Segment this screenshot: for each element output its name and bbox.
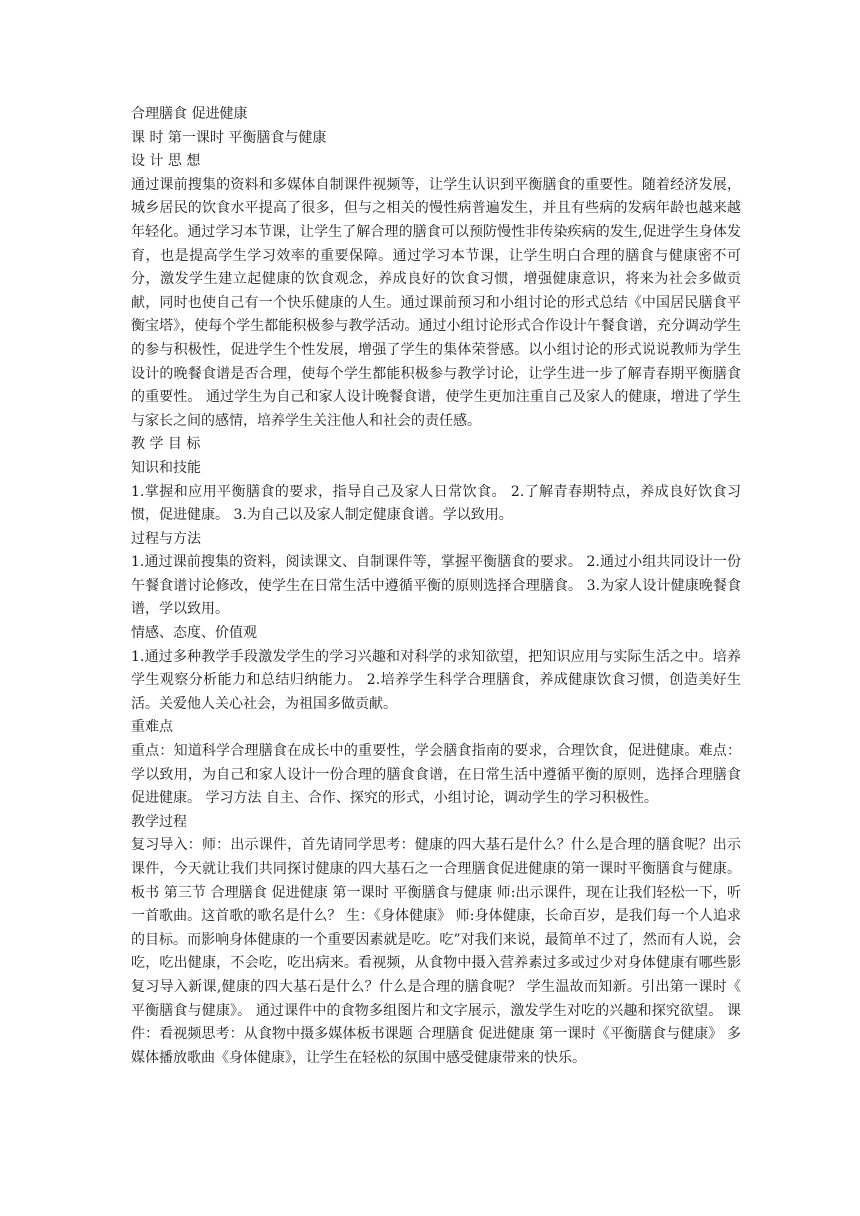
document-title: 合理膳食 促进健康 [131, 106, 248, 122]
goals-heading: 教 学 目 标 [131, 436, 201, 453]
knowledge-paragraph: 1.掌握和应用平衡膳食的要求，指导自己及家人日常饮食。 2.了解青春期特点，养成良好饮食习惯，促进健康。 3.为自己以及家人制定健康食谱。学以致用。 [131, 483, 741, 524]
design-heading: 设 计 思 想 [131, 153, 201, 170]
teaching-paragraph: 复习导入：师：出示课件，首先请同学思考：健康的四大基石是什么？什么是合理的膳食呢？出示课件，今天就让我们共同探讨健康的四大基石之一合理膳食促进健康的第一课时平衡膳食与健康。板书 第三节 合理膳食 促进健康 第一课时 平衡膳食与健康 师:出示课件，现在让我们轻松一下，听一首歌曲。这首歌的歌名是什么？ 生：《身体健康》 师:身体健康，长命百岁，是我们每一个人追求的目标。而影响身体健康的一个重要因素就是吃。吃”对我们来说，最简单不过了，然而有人说，会吃，吃出健康，不会吃，吃出病来。看视频，从食物中摄入营养素过多或过少对身体健康有哪些影复习导入新课,健康的四大基石是什么？什么是合理的膳食呢？ 学生温故而知新。引出第一课时《 平衡膳食与健康》。 通过课件中的食物多组图片和文字展示，激发学生对吃的兴趣和探究欲望。 课件：看视频思考：从食物中摄多媒体板书课题 合理膳食 促进健康 第一课时《平衡膳食与健康》 多媒体播放歌曲《身体健康》，让学生在轻松的氛围中感受健康带来的快乐。 [131, 837, 741, 1066]
design-paragraph: 通过课前搜集的资料和多媒体自制课件视频等，让学生认识到平衡膳食的重要性。随着经济发展，城乡居民的饮食水平提高了很多，但与之相关的慢性病普遍发生，并且有些病的发病年龄也越来越年轻化。通过学习本节课，让学生了解合理的膳食可以预防慢性非传染疾病的发生,促进学生身体发育，也是提高学生学习效率的重要保障。通过学习本节课，让学生明白合理的膳食与健康密不可分，激发学生建立起健康的饮食观念，养成良好的饮食习惯，增强健康意识，将来为社会多做贡献，同时也使自己有一个快乐健康的人生。通过课前预习和小组讨论的形式总结《中国居民膳食平衡宝塔》，使每个学生都能积极参与教学活动。通过小组讨论形式合作设计午餐食谱，充分调动学生的参与积极性，促进学生个性发展，增强了学生的集体荣誉感。以小组讨论的形式说说教师为学生设计的晚餐食谱是否合理，使每个学生都能积极参与教学讨论，让学生进一步了解青春期平衡膳食的重要性。 通过学生为自己和家人设计晚餐食谱，使学生更加注重自己及家人的健康，增进了学生与家长之间的感情，培养学生关注他人和社会的责任感。 [131, 176, 741, 429]
process-paragraph: 1.通过课前搜集的资料，阅读课文、自制课件等，掌握平衡膳食的要求。 2.通过小组共同设计一份午餐食谱讨论修改，使学生在日常生活中遵循平衡的原则选择合理膳食。 3.为家人设计健康晚餐食谱，学以致用。 [131, 554, 741, 618]
emotion-heading: 情感、态度、价值观 [131, 625, 257, 642]
emotion-paragraph: 1.通过多种教学手段激发学生的学习兴趣和对科学的求知欲望，把知识应用与实际生活之中。培养学生观察分析能力和总结归纳能力。 2.培养学生科学合理膳食，养成健康饮食习惯，创造美好生活。关爱他人关心社会，为祖国多做贡献。 [131, 648, 741, 712]
document-page [131, 103, 741, 1070]
keypoints-paragraph: 重点：知道科学合理膳食在成长中的重要性，学会膳食指南的要求，合理饮食，促进健康。难点：学以致用，为自己和家人设计一份合理的膳食食谱，在日常生活中遵循平衡的原则，选择合理膳食促进健康。 学习方法 自主、合作、探究的形式，小组讨论，调动学生的学习积极性。 [131, 743, 741, 807]
lesson-line: 课 时 第一课时 平衡膳食与健康 [131, 129, 327, 146]
teaching-heading: 教学过程 [131, 813, 187, 830]
keypoints-heading: 重难点 [131, 719, 173, 736]
process-heading: 过程与方法 [131, 530, 201, 547]
knowledge-heading: 知识和技能 [131, 459, 201, 476]
